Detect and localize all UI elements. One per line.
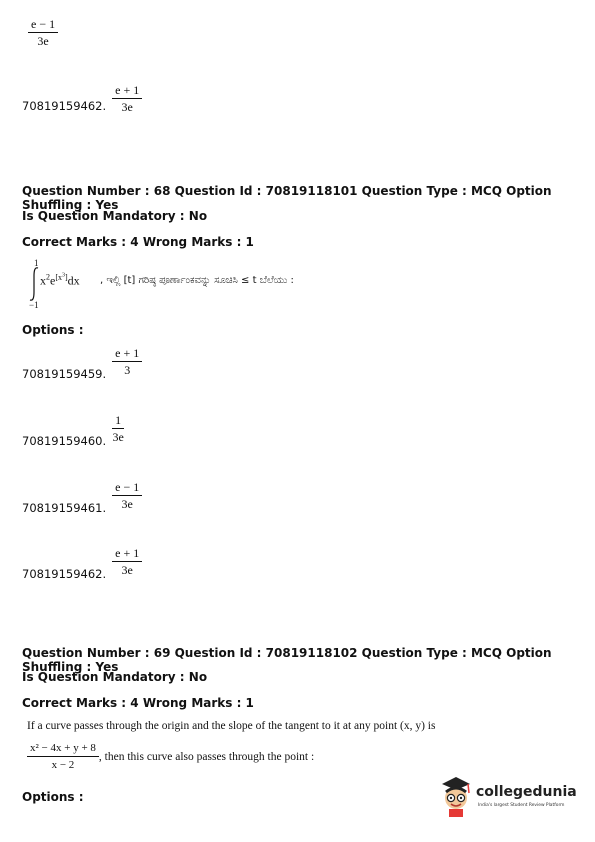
q68-header: Question Number : 68 Question Id : 70819118101 Question Type : MCQ Option Shuffling : Yes bbox=[22, 184, 552, 212]
option-id: 70819159459. bbox=[22, 367, 107, 381]
q69-options-label: Options : bbox=[22, 790, 84, 804]
option-row[interactable] bbox=[22, 546, 142, 581]
logo-text: collegedunia bbox=[476, 784, 577, 800]
q68-integral-stem bbox=[24, 258, 444, 314]
integrand: $x^2e[x3]dx$ bbox=[40, 272, 80, 288]
q68-mandatory: Is Question Mandatory : No bbox=[22, 209, 208, 223]
q68-options-label: Options : bbox=[22, 323, 84, 337]
top-fraction-denominator: 3e bbox=[37, 34, 49, 48]
collegedunia-watermark bbox=[438, 774, 588, 818]
option-id: 70819159462. bbox=[22, 99, 107, 113]
option-id: 70819159461. bbox=[22, 501, 107, 515]
option-id: 70819159460. bbox=[22, 434, 107, 448]
option-row[interactable] bbox=[22, 480, 142, 515]
option-numerator: e + 1 bbox=[112, 84, 142, 99]
q69-question-line1: If a curve passes through the origin and the slope of the tangent to it at any point (x, y) is bbox=[27, 720, 436, 732]
option-row[interactable] bbox=[22, 413, 124, 448]
option-denominator: 3 bbox=[124, 363, 131, 377]
top-fraction-numerator: e − 1 bbox=[28, 18, 58, 33]
integral-sign-icon bbox=[28, 266, 40, 302]
option-fraction bbox=[112, 414, 124, 444]
slope-fraction bbox=[27, 742, 99, 772]
slope-denominator: x − 2 bbox=[51, 759, 75, 771]
option-numerator: 1 bbox=[112, 414, 124, 429]
q68-marks: Correct Marks : 4 Wrong Marks : 1 bbox=[22, 235, 254, 249]
mascot-icon bbox=[438, 774, 474, 818]
option-denominator: 3e bbox=[112, 430, 124, 444]
slope-numerator: x² − 4x + y + 8 bbox=[27, 742, 99, 757]
q68-question-text: , ಇಲ್ಲಿ [t] ಗರಿಷ್ಠ ಪೂರ್ಣಾಂಕವನ್ನು ಸೂಚಿಸಿ ≤ t ಬೆಲೆಯು : bbox=[100, 275, 294, 286]
option-denominator: 3e bbox=[121, 497, 133, 511]
option-row[interactable] bbox=[22, 346, 142, 381]
q69-marks: Correct Marks : 4 Wrong Marks : 1 bbox=[22, 696, 254, 710]
logo-tagline: India's largest Student Review Platform bbox=[478, 803, 565, 808]
option-fraction bbox=[112, 347, 142, 377]
option-id: 70819159462. bbox=[22, 567, 107, 581]
option-denominator: 3e bbox=[121, 100, 133, 114]
option-denominator: 3e bbox=[121, 563, 133, 577]
q69-mandatory: Is Question Mandatory : No bbox=[22, 670, 208, 684]
top-fraction bbox=[28, 18, 58, 48]
prev-option-row bbox=[22, 84, 142, 114]
option-numerator: e + 1 bbox=[112, 347, 142, 362]
q69-header: Question Number : 69 Question Id : 70819118102 Question Type : MCQ Option Shuffling : Yes bbox=[22, 646, 552, 674]
option-fraction bbox=[112, 547, 142, 577]
option-numerator: e + 1 bbox=[112, 547, 142, 562]
integral-upper-limit: 1 bbox=[34, 258, 39, 268]
option-numerator: e − 1 bbox=[112, 481, 142, 496]
q69-question-line2 bbox=[27, 742, 314, 772]
q69-question-tail: , then this curve also passes through the point : bbox=[98, 751, 315, 763]
option-fraction bbox=[112, 481, 142, 511]
option-fraction bbox=[112, 84, 142, 114]
integral-lower-limit: −1 bbox=[29, 300, 39, 310]
